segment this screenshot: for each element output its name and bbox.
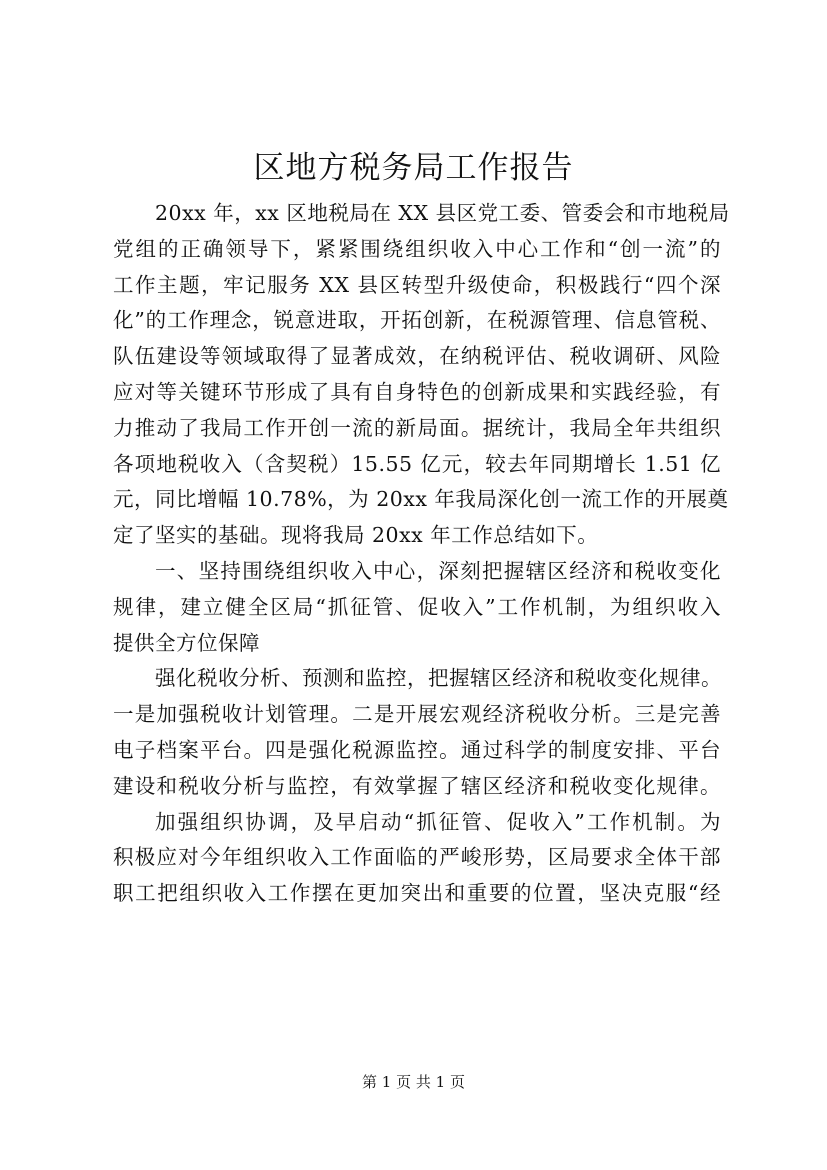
text-line: 20xx 年，xx 区地税局在 XX 县区党工委、管委会和市地税局 — [155, 201, 730, 225]
text-line: 一是加强税收计划管理。二是开展宏观经济税收分析。三是完善 — [113, 702, 721, 727]
text-line: 定了坚实的基础。现将我局 20xx 年工作总结如下。 — [113, 523, 599, 548]
text-line: 职工把组织收入工作摆在更加突出和重要的位置，坚决克服“经 — [113, 881, 721, 906]
text-line: 工作主题，牢记服务 XX 县区转型升级使命，积极践行“四个深 — [113, 272, 721, 297]
text-line: 提供全方位保障 — [113, 630, 260, 655]
text-line: 应对等关键环节形成了具有自身特色的创新成果和实践经验，有 — [113, 379, 721, 404]
document-body — [113, 196, 730, 912]
paragraph-coordination — [113, 805, 721, 912]
text-line: 党组的正确领导下，紧紧围绕组织收入中心工作和“创一流”的 — [113, 236, 721, 261]
paragraph-section-heading — [113, 554, 721, 661]
text-line: 规律，建立健全区局“抓征管、促收入”工作机制，为组织收入 — [113, 594, 721, 619]
text-line: 化”的工作理念，锐意进取，开拓创新，在税源管理、信息管税、 — [113, 308, 721, 333]
document-title: 区地方税务局工作报告 — [253, 150, 574, 186]
paragraph-tax-analysis — [113, 661, 721, 804]
text-line: 电子档案平台。四是强化税源监控。通过科学的制度安排、平台 — [113, 737, 721, 762]
text-line: 力推动了我局工作开创一流的新局面。据统计，我局全年共组织 — [113, 415, 721, 440]
text-line: 元，同比增幅 10.78%，为 20xx 年我局深化创一流工作的开展奠 — [113, 487, 729, 512]
text-line: 一、坚持围绕组织收入中心，深刻把握辖区经济和税收变化 — [155, 558, 721, 583]
text-line: 各项地税收入（含契税）15.55 亿元，较去年同期增长 1.51 亿 — [113, 451, 721, 476]
text-line: 积极应对今年组织收入工作面临的严峻形势，区局要求全体干部 — [113, 845, 721, 870]
page-footer: 第 1 页 共 1 页 — [362, 1073, 465, 1091]
paragraph-intro — [113, 196, 730, 554]
text-line: 队伍建设等领域取得了显著成效，在纳税评估、税收调研、风险 — [113, 344, 721, 369]
text-line: 建设和税收分析与监控，有效掌握了辖区经济和税收变化规律。 — [113, 773, 721, 798]
text-line: 强化税收分析、预测和监控，把握辖区经济和税收变化规律。 — [155, 666, 722, 691]
text-line: 加强组织协调，及早启动“抓征管、促收入”工作机制。为 — [155, 809, 721, 834]
